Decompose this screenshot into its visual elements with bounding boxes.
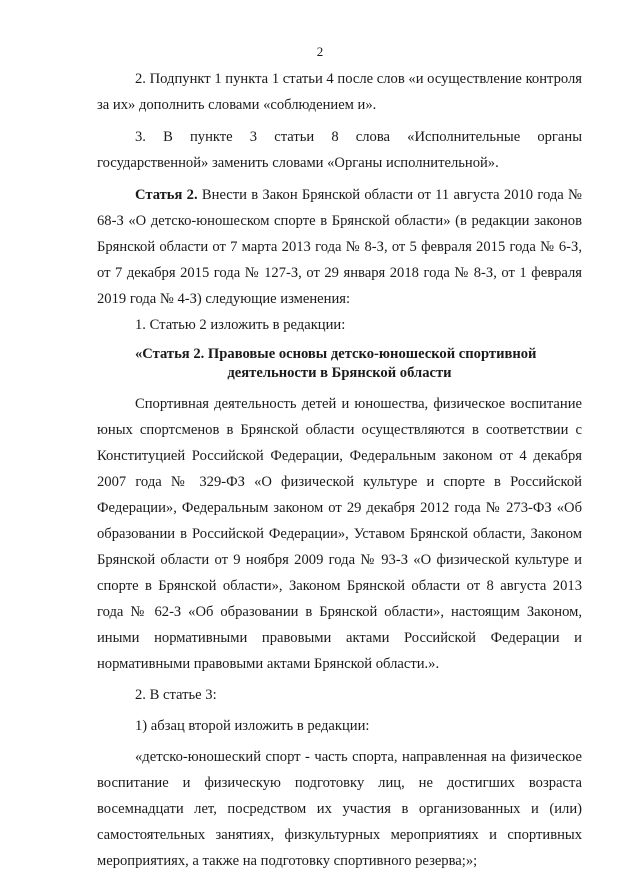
paragraph-item-2: 2. В статье 3: (135, 687, 217, 703)
article-heading-line1: «Статья 2. Правовые основы детско-юношеской спортивной (135, 346, 537, 362)
paragraph-legal-basis: Спортивная деятельность детей и юношества, физическое воспитание юных спортсменов в Брянской области осуществляются в соответствии с Конституцией Российской Федерации, Федеральным законом от 4 декабря 2007 года № 329-ФЗ «О физической культуре и спорте в Российской Федерации», Федеральным законом от 29 декабря 2012 года № 273-ФЗ «Об образовании в Российской Федерации», Уставом Брянской области, Законом Брянской области от 9 ноября 2009 года № 93-З «О физической культуре и спорте в Брянской области», Законом Брянской области от 8 августа 2013 года № 62-З «Об образовании в Брянской области», настоящим Законом, иными нормативными правовыми актами Российской Федерации и нормативными правовыми актами Брянской области.». (97, 396, 582, 672)
article-2-label: Статья 2. (135, 187, 198, 203)
article-heading-line2: деятельности в Брянской области (227, 365, 452, 381)
paragraph-article-2 (97, 182, 582, 312)
page-number: 2 (316, 44, 324, 59)
paragraph-item-1: 1. Статью 2 изложить в редакции: (135, 317, 346, 333)
article-heading (97, 345, 582, 383)
paragraph-definition: «детско-юношеский спорт - часть спорта, направленная на физическое воспитание и физическую подготовку лиц, не достигших возраста восемнадцати лет, посредством их участия в организованных и (или) самостоятельных занятиях, физкультурных мероприятиях и спортивных мероприятиях, а также на подготовку спортивного резерва;»; (97, 749, 582, 869)
paragraph-amendment-2: 2. Подпункт 1 пункта 1 статьи 4 после слов «и осуществление контроля за их» дополнить словами «соблюдением и». (97, 71, 582, 113)
paragraph-amendment-3: 3. В пункте 3 статьи 8 слова «Исполнительные органы государственной» заменить словами «Органы исполнительной». (97, 129, 582, 171)
article-2-text: Внести в Закон Брянской области от 11 августа 2010 года № 68-З «О детско-юношеском спорте в Брянской области» (в редакции законов Брянской области от 7 марта 2013 года № 8-З, от 5 февраля 2015 года № 6-З, от 7 декабря 2015 года № 127-З, от 29 января 2018 года № 8-З, от 1 февраля 2019 года № 4-З) следующие изменения: (97, 187, 582, 307)
paragraph-subitem-1: 1) абзац второй изложить в редакции: (135, 718, 370, 734)
document-body (97, 66, 582, 874)
